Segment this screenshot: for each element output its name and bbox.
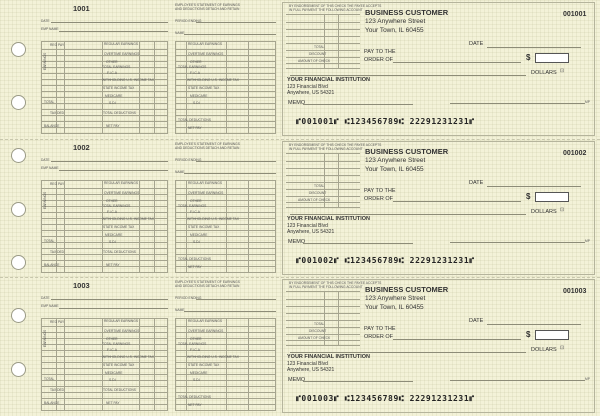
stub-date-label: DATE: [41, 19, 50, 23]
order-of-label: ORDER OF: [364, 57, 394, 63]
check-discount-label: DISCOUNT: [309, 52, 327, 56]
tax-ded-label: TAX DED: [50, 388, 65, 392]
withholding-label: WITHHOLDING U.S. INCOME TAX: [102, 217, 154, 221]
signature-line[interactable]: [450, 242, 585, 243]
withholding-label: WITHHOLDING U.S. INCOME TAX: [102, 355, 154, 359]
fica-label: F.I.C.A: [107, 348, 117, 352]
micr-line: ⑈001003⑈ ⑆123456789⑆ 22291231231⑈: [296, 394, 475, 403]
pay-to-label: PAY TO THE: [364, 49, 396, 55]
stub-emp-label: EMP NAME: [41, 27, 59, 31]
pay-to-label: PAY TO THE: [364, 188, 396, 194]
dollars-label: DOLLARS: [531, 347, 557, 353]
r-medicare-label: MEDICARE: [190, 233, 208, 237]
r-other-label: OTHER: [190, 199, 202, 203]
bank-name: YOUR FINANCIAL INSTITUTION: [287, 77, 371, 83]
stub-header-line1: EMPLOYEE'S STATEMENT OF EARNINGS: [175, 3, 240, 7]
bank-address-line1: 123 Financial Blvd: [287, 84, 328, 90]
stub-date-label: DATE: [41, 158, 50, 162]
stub-name-label: NAME: [175, 170, 185, 174]
stub-emp-label: EMP NAME: [41, 304, 59, 308]
r-fica-label: F.I.C.A: [190, 210, 200, 214]
check-disclaimer-line1: BY ENDORSEMENT OF THIS CHECK THE PAYEE ACCEPTS: [289, 143, 382, 147]
state-tax-label: STATE INCOME TAX: [103, 363, 135, 367]
order-of-label: ORDER OF: [364, 196, 394, 202]
r-medicare-label: MEDICARE: [190, 94, 208, 98]
stub-header-line2: AND DEDUCTIONS DETACH AND RETAIN: [175, 7, 240, 11]
balance-label: BALANCE: [44, 263, 60, 267]
other-label: OTHER: [106, 199, 118, 203]
r-total-deductions-label: TOTAL DEDUCTIONS: [178, 395, 211, 399]
bank-address-line2: Anywhere, US 54321: [287, 367, 335, 373]
fica-label: F.I.C.A: [107, 71, 117, 75]
check-date-field[interactable]: [487, 324, 581, 325]
check-date-label: DATE: [469, 41, 484, 47]
check-disclaimer-line2: IN FULL PAYMENT THE FOLLOWING ACCOUNT: [289, 8, 363, 12]
r-state-tax-label: STATE INCOME TAX: [188, 86, 220, 90]
reg-pay-label: REG PAY: [50, 320, 65, 324]
check-discount-label: DISCOUNT: [309, 329, 327, 333]
regular-earnings-label: REGULAR EARNINGS: [104, 181, 139, 185]
r-regular-earnings-label: REGULAR EARNINGS: [188, 319, 223, 323]
r-fica-label: F.I.C.A: [190, 71, 200, 75]
stub-header-line1: EMPLOYEE'S STATEMENT OF EARNINGS: [175, 280, 240, 284]
dollar-sign: $: [526, 192, 531, 201]
memo-field[interactable]: [303, 243, 413, 244]
dollar-sign: $: [526, 53, 531, 62]
r-withholding-label: WITHHOLDING U.S. INCOME TAX: [187, 355, 239, 359]
state-tax-label: STATE INCOME TAX: [103, 86, 135, 90]
reg-pay-label: REG PAY: [50, 182, 65, 186]
total-earnings-label: TOTAL EARNINGS: [102, 204, 131, 208]
check-number: 001001: [563, 11, 587, 18]
period-ending-label: PERIOD ENDING: [175, 158, 202, 162]
amount-of-check-label: AMOUNT OF CHECK: [298, 198, 331, 202]
stub-emp-label: EMP NAME: [41, 166, 59, 170]
check-disclaimer-line2: IN FULL PAYMENT THE FOLLOWING ACCOUNT: [289, 285, 363, 289]
earnings-side-label: EARNINGS: [43, 329, 47, 347]
r-total-earnings-label: TOTAL EARNINGS: [178, 65, 207, 69]
signature-line[interactable]: [450, 380, 585, 381]
r-total-earnings-label: TOTAL EARNINGS: [178, 342, 207, 346]
micr-line: ⑈001002⑈ ⑆123456789⑆ 22291231231⑈: [296, 256, 475, 265]
total-deductions-label: TOTAL DEDUCTIONS: [103, 111, 136, 115]
r-fica-label: F.I.C.A: [190, 348, 200, 352]
stub-number: 1003: [73, 281, 90, 290]
reg-pay-label: REG PAY: [50, 43, 65, 47]
r-state-tax-label: STATE INCOME TAX: [188, 225, 220, 229]
r-net-pay-label: NET PAY: [188, 126, 202, 130]
order-of-label: ORDER OF: [364, 334, 394, 340]
net-pay-label: NET PAY: [106, 263, 120, 267]
r-medicare-label: MEDICARE: [190, 371, 208, 375]
stub-header-line2: AND DEDUCTIONS DETACH AND RETAIN: [175, 284, 240, 288]
check-date-field[interactable]: [487, 186, 581, 187]
dollars-label: DOLLARS: [531, 70, 557, 76]
r-sdi-label: S.D.I: [193, 101, 201, 105]
r-state-tax-label: STATE INCOME TAX: [188, 363, 220, 367]
r-regular-earnings-label: REGULAR EARNINGS: [188, 42, 223, 46]
micr-line: ⑈001001⑈ ⑆123456789⑆ 22291231231⑈: [296, 117, 475, 126]
r-other-label: OTHER: [190, 337, 202, 341]
medicare-label: MEDICARE: [105, 94, 123, 98]
fica-label: F.I.C.A: [107, 210, 117, 214]
mp-label: MP: [585, 377, 590, 381]
security-lock-icon: ⊡: [560, 207, 565, 213]
other-label: OTHER: [106, 337, 118, 341]
total-earnings-label: TOTAL EARNINGS: [102, 65, 131, 69]
overtime-earnings-label: OVERTIME EARNINGS: [104, 52, 140, 56]
sdi-label: S.D.I: [109, 240, 117, 244]
medicare-label: MEDICARE: [105, 371, 123, 375]
business-address-line1: 123 Anywhere Street: [365, 18, 426, 25]
check-disclaimer-line1: BY ENDORSEMENT OF THIS CHECK THE PAYEE ACCEPTS: [289, 281, 382, 285]
check-disclaimer-line1: BY ENDORSEMENT OF THIS CHECK THE PAYEE ACCEPTS: [289, 4, 382, 8]
written-amount-field[interactable]: [290, 75, 526, 76]
total-label: TOTAL: [44, 239, 55, 243]
check-section-2: [0, 139, 600, 277]
amount-field[interactable]: [535, 53, 569, 63]
check-disclaimer-line2: IN FULL PAYMENT THE FOLLOWING ACCOUNT: [289, 147, 363, 151]
check-total-label: TOTAL: [314, 184, 325, 188]
stub-name-label: NAME: [175, 31, 185, 35]
memo-field[interactable]: [303, 104, 413, 105]
check-date-label: DATE: [469, 180, 484, 186]
medicare-label: MEDICARE: [105, 233, 123, 237]
business-address-line1: 123 Anywhere Street: [365, 157, 426, 164]
check-discount-label: DISCOUNT: [309, 191, 327, 195]
stub-number: 1001: [73, 4, 90, 13]
written-amount-field[interactable]: [290, 214, 526, 215]
r-withholding-label: WITHHOLDING U.S. INCOME TAX: [187, 217, 239, 221]
check-number: 001003: [563, 288, 587, 295]
memo-label: MEMO: [288, 239, 306, 245]
earnings-side-label: EARNINGS: [43, 52, 47, 70]
balance-label: BALANCE: [44, 401, 60, 405]
r-overtime-earnings-label: OVERTIME EARNINGS: [188, 329, 224, 333]
overtime-earnings-label: OVERTIME EARNINGS: [104, 191, 140, 195]
bank-name: YOUR FINANCIAL INSTITUTION: [287, 216, 371, 222]
business-name: BUSINESS CUSTOMER: [365, 285, 449, 294]
withholding-label: WITHHOLDING U.S. INCOME TAX: [102, 78, 154, 82]
check-total-label: TOTAL: [314, 45, 325, 49]
tax-ded-label: TAX DED: [50, 111, 65, 115]
signature-line[interactable]: [450, 103, 585, 104]
regular-earnings-label: REGULAR EARNINGS: [104, 319, 139, 323]
r-withholding-label: WITHHOLDING U.S. INCOME TAX: [187, 78, 239, 82]
written-amount-field[interactable]: [290, 352, 526, 353]
other-label: OTHER: [106, 60, 118, 64]
check-section-1: [0, 0, 600, 138]
stub-date-label: DATE: [41, 296, 50, 300]
r-other-label: OTHER: [190, 60, 202, 64]
mp-label: MP: [585, 100, 590, 104]
balance-label: BALANCE: [44, 124, 60, 128]
r-net-pay-label: NET PAY: [188, 265, 202, 269]
amount-of-check-label: AMOUNT OF CHECK: [298, 59, 331, 63]
security-lock-icon: ⊡: [560, 68, 565, 74]
overtime-earnings-label: OVERTIME EARNINGS: [104, 329, 140, 333]
check-date-field[interactable]: [487, 47, 581, 48]
stub-header-line2: AND DEDUCTIONS DETACH AND RETAIN: [175, 146, 240, 150]
sdi-label: S.D.I: [109, 101, 117, 105]
memo-label: MEMO: [288, 100, 306, 106]
business-address-line2: Your Town, IL 60455: [365, 166, 424, 173]
business-address-line1: 123 Anywhere Street: [365, 295, 426, 302]
r-sdi-label: S.D.I: [193, 240, 201, 244]
pay-to-label: PAY TO THE: [364, 326, 396, 332]
r-overtime-earnings-label: OVERTIME EARNINGS: [188, 191, 224, 195]
r-sdi-label: S.D.I: [193, 378, 201, 382]
state-tax-label: STATE INCOME TAX: [103, 225, 135, 229]
r-total-deductions-label: TOTAL DEDUCTIONS: [178, 118, 211, 122]
business-name: BUSINESS CUSTOMER: [365, 147, 449, 156]
total-label: TOTAL: [44, 100, 55, 104]
check-date-label: DATE: [469, 318, 484, 324]
total-earnings-label: TOTAL EARNINGS: [102, 342, 131, 346]
total-deductions-label: TOTAL DEDUCTIONS: [103, 388, 136, 392]
business-name: BUSINESS CUSTOMER: [365, 8, 449, 17]
period-ending-label: PERIOD ENDING: [175, 19, 202, 23]
check-total-label: TOTAL: [314, 322, 325, 326]
net-pay-label: NET PAY: [106, 124, 120, 128]
r-overtime-earnings-label: OVERTIME EARNINGS: [188, 52, 224, 56]
dollar-sign: $: [526, 330, 531, 339]
total-deductions-label: TOTAL DEDUCTIONS: [103, 250, 136, 254]
r-regular-earnings-label: REGULAR EARNINGS: [188, 181, 223, 185]
tax-ded-label: TAX DED: [50, 250, 65, 254]
bank-name: YOUR FINANCIAL INSTITUTION: [287, 354, 371, 360]
period-ending-label: PERIOD ENDING: [175, 296, 202, 300]
stub-name-label: NAME: [175, 308, 185, 312]
r-total-earnings-label: TOTAL EARNINGS: [178, 204, 207, 208]
payee-field[interactable]: [393, 339, 521, 340]
payee-field[interactable]: [393, 62, 521, 63]
bank-address-line2: Anywhere, US 54321: [287, 229, 335, 235]
check-section-3: [0, 277, 600, 415]
stub-number: 1002: [73, 143, 90, 152]
r-total-deductions-label: TOTAL DEDUCTIONS: [178, 257, 211, 261]
check-number: 001002: [563, 150, 587, 157]
amount-field[interactable]: [535, 192, 569, 202]
bank-address-line1: 123 Financial Blvd: [287, 361, 328, 367]
bank-address-line2: Anywhere, US 54321: [287, 90, 335, 96]
payee-field[interactable]: [393, 201, 521, 202]
security-lock-icon: ⊡: [560, 345, 565, 351]
total-label: TOTAL: [44, 377, 55, 381]
memo-label: MEMO: [288, 377, 306, 383]
bank-address-line1: 123 Financial Blvd: [287, 223, 328, 229]
r-net-pay-label: NET PAY: [188, 403, 202, 407]
mp-label: MP: [585, 239, 590, 243]
business-address-line2: Your Town, IL 60455: [365, 304, 424, 311]
earnings-side-label: EARNINGS: [43, 191, 47, 209]
net-pay-label: NET PAY: [106, 401, 120, 405]
memo-field[interactable]: [303, 381, 413, 382]
amount-field[interactable]: [535, 330, 569, 340]
business-address-line2: Your Town, IL 60455: [365, 27, 424, 34]
regular-earnings-label: REGULAR EARNINGS: [104, 42, 139, 46]
stub-header-line1: EMPLOYEE'S STATEMENT OF EARNINGS: [175, 142, 240, 146]
amount-of-check-label: AMOUNT OF CHECK: [298, 336, 331, 340]
sdi-label: S.D.I: [109, 378, 117, 382]
dollars-label: DOLLARS: [531, 209, 557, 215]
